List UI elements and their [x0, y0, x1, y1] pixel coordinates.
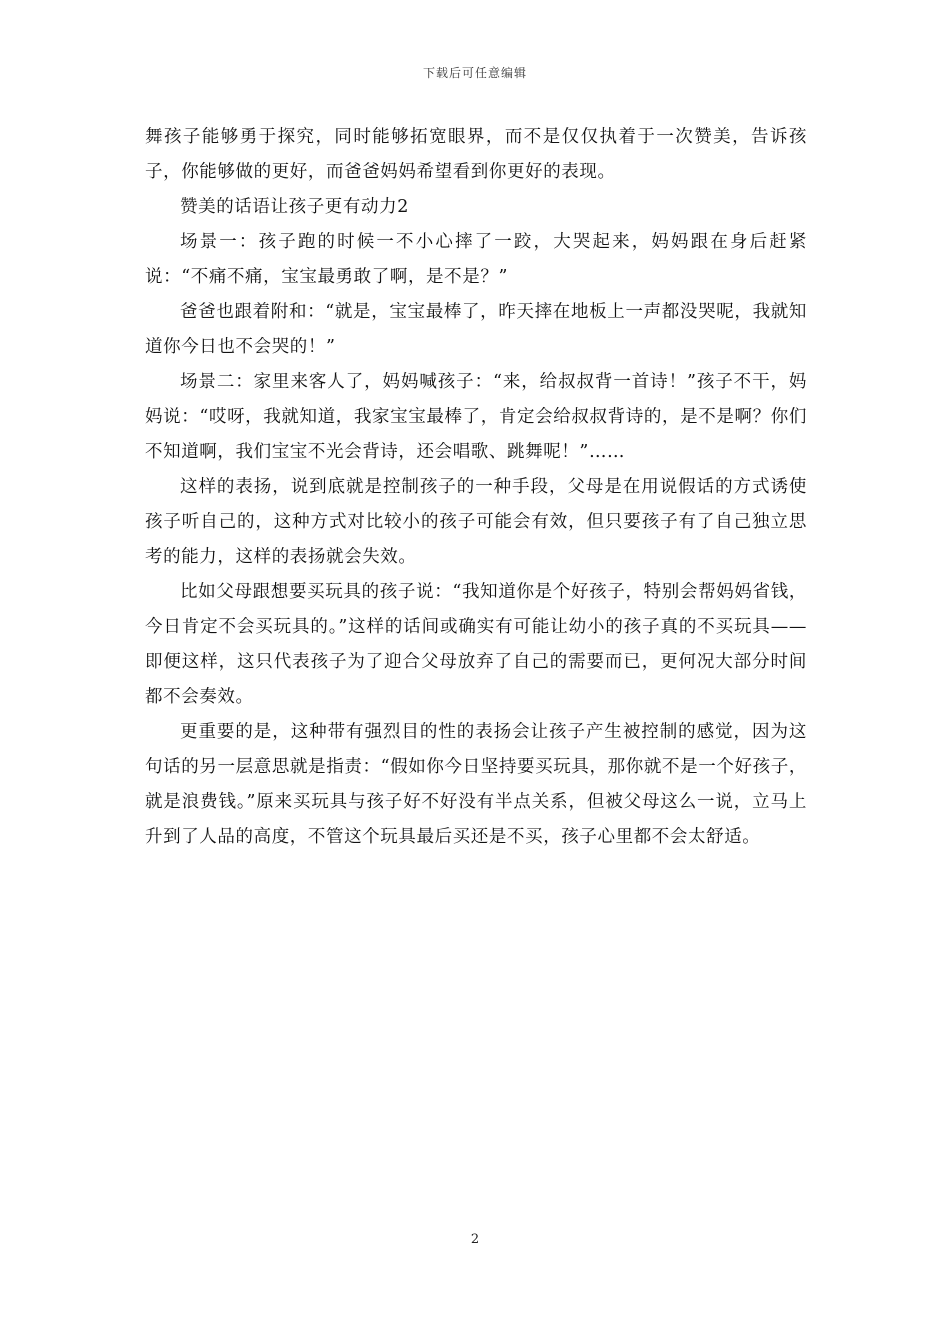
- document-body: [145, 120, 807, 855]
- page-number: 2: [470, 1232, 480, 1247]
- paragraph-toy-example: 比如父母跟想要买玩具的孩子说：“我知道你是个好孩子，特别会帮妈妈省钱，今日肯定不会买玩具的。”这样的话间或确实有可能让幼小的孩子真的不买玩具——即便这样，这只代表孩子为了迎合父母放弃了自己的需要而已，更何况大部分时间都不会奏效。: [145, 582, 807, 707]
- paragraph-continuation: 舞孩子能够勇于探究，同时能够拓宽眼界，而不是仅仅执着于一次赞美，告诉孩子，你能够做的更好，而爸爸妈妈希望看到你更好的表现。: [145, 127, 807, 182]
- section-heading: 赞美的话语让孩子更有动力2: [180, 197, 409, 217]
- paragraph-scene-one: 场景一：孩子跑的时候一不小心摔了一跤，大哭起来，妈妈跟在身后赶紧说：“不痛不痛，宝宝最勇敢了啊，是不是？”: [145, 232, 807, 287]
- paragraph-scene-two: 场景二：家里来客人了，妈妈喊孩子：“来，给叔叔背一首诗！”孩子不干，妈妈说：“哎呀，我就知道，我家宝宝最棒了，肯定会给叔叔背诗的，是不是啊？你们不知道啊，我们宝宝不光会背诗，还会唱歌、跳舞呢！”……: [145, 372, 807, 462]
- page-header: 下载后可任意编辑: [422, 66, 527, 80]
- paragraph-more-important: 更重要的是，这种带有强烈目的性的表扬会让孩子产生被控制的感觉，因为这句话的另一层意思就是指责：“假如你今日坚持要买玩具，那你就不是一个好孩子，就是浪费钱。”原来买玩具与孩子好不好没有半点关系，但被父母这么一说，立马上升到了人品的高度，不管这个玩具最后买还是不买，孩子心里都不会太舒适。: [145, 722, 807, 847]
- paragraph-father-reply: 爸爸也跟着附和：“就是，宝宝最棒了，昨天摔在地板上一声都没哭呢，我就知道你今日也不会哭的！”: [145, 302, 807, 357]
- paragraph-praise-control: 这样的表扬，说到底就是控制孩子的一种手段，父母是在用说假话的方式诱使孩子听自己的，这种方式对比较小的孩子可能会有效，但只要孩子有了自己独立思考的能力，这样的表扬就会失效。: [145, 477, 807, 567]
